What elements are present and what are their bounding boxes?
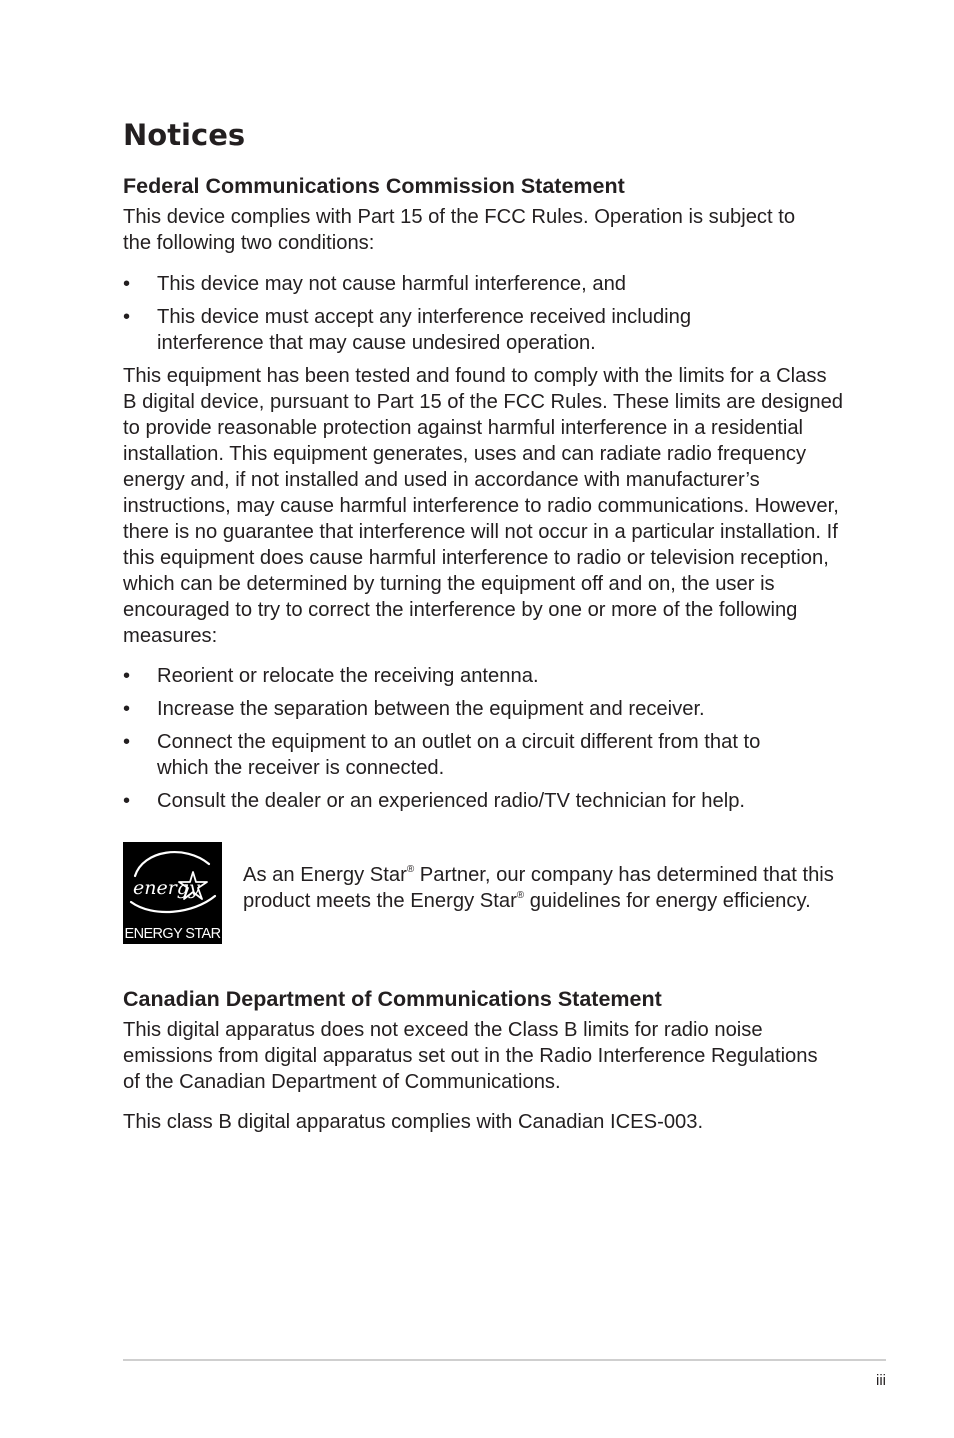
registered-mark: ® bbox=[516, 890, 525, 902]
energy-star-logo bbox=[123, 842, 222, 944]
list-item bbox=[123, 663, 843, 689]
list-item bbox=[123, 696, 843, 722]
list-item-text: This device must accept any interference received including interference that may cause undesired operation. bbox=[157, 306, 692, 354]
energy-star-block bbox=[123, 842, 843, 946]
energy-star-text-part: As an Energy Star bbox=[243, 864, 407, 887]
fcc-intro: This device complies with Part 15 of the FCC Rules. Operation is subject to the following two conditions: bbox=[123, 206, 796, 254]
energy-star-text bbox=[243, 862, 843, 914]
list-item-text: Reorient or relocate the receiving antenna. bbox=[157, 665, 539, 687]
canadian-heading: Canadian Department of Communications Statement bbox=[123, 987, 662, 1011]
footer-divider bbox=[123, 1359, 886, 1361]
energy-star-text-part: Partner, our company has determined that this product meets the Energy Star bbox=[243, 864, 834, 913]
bullet-icon: • bbox=[123, 665, 131, 687]
fcc-body: This equipment has been tested and found to comply with the limits for a Class B digital device, pursuant to Part 15 of the FCC Rules. These limits are designed to provide reasonable protection against harmful interference in a residential installation. This equipment generates, uses and can radiate radio frequency energy and, if not installed and used in accordance with manufacturer’s instructions, may cause harmful interference to radio communications. However, there is no guarantee that interference will not occur in a particular installation. If this equipment does cause harmful interference to radio or television reception, which can be determined by turning the equipment off and on, the user is encouraged to try to correct the interference by one or more of the following measures: bbox=[123, 365, 844, 647]
canadian-para-1: This digital apparatus does not exceed the Class B limits for radio noise emissions from digital apparatus set out in the Radio Interference Regulations of the Canadian Department of Communications. bbox=[123, 1019, 818, 1093]
fcc-conditions-list bbox=[123, 271, 843, 356]
list-item-text: This device may not cause harmful interference, and bbox=[157, 273, 627, 295]
list-item-text: Connect the equipment to an outlet on a circuit different from that to which the receiver is connected. bbox=[157, 731, 761, 779]
registered-mark: ® bbox=[406, 864, 415, 876]
page-title: Notices bbox=[123, 118, 246, 152]
page-number: iii bbox=[876, 1372, 886, 1389]
fcc-heading: Federal Communications Commission Statement bbox=[123, 174, 625, 198]
bullet-icon: • bbox=[123, 731, 131, 753]
bullet-icon: • bbox=[123, 790, 131, 812]
energy-star-icon bbox=[123, 842, 222, 924]
canadian-section bbox=[123, 986, 843, 1135]
list-item bbox=[123, 729, 807, 781]
energy-star-text-part: guidelines for energy efficiency. bbox=[524, 890, 811, 913]
bullet-icon: • bbox=[123, 306, 131, 328]
fcc-measures-list bbox=[123, 663, 843, 814]
bullet-icon: • bbox=[123, 698, 131, 720]
list-item-text: Consult the dealer or an experienced radio/TV technician for help. bbox=[157, 790, 746, 812]
list-item bbox=[123, 788, 843, 814]
bullet-icon: • bbox=[123, 273, 131, 295]
energy-script-text: energy bbox=[133, 877, 200, 899]
list-item-text: Increase the separation between the equipment and receiver. bbox=[157, 698, 705, 720]
list-item bbox=[123, 304, 737, 356]
list-item bbox=[123, 271, 843, 297]
energy-star-label: ENERGY STAR bbox=[124, 926, 221, 942]
fcc-section bbox=[123, 173, 843, 814]
canadian-para-2: This class B digital apparatus complies with Canadian ICES-003. bbox=[123, 1111, 704, 1133]
